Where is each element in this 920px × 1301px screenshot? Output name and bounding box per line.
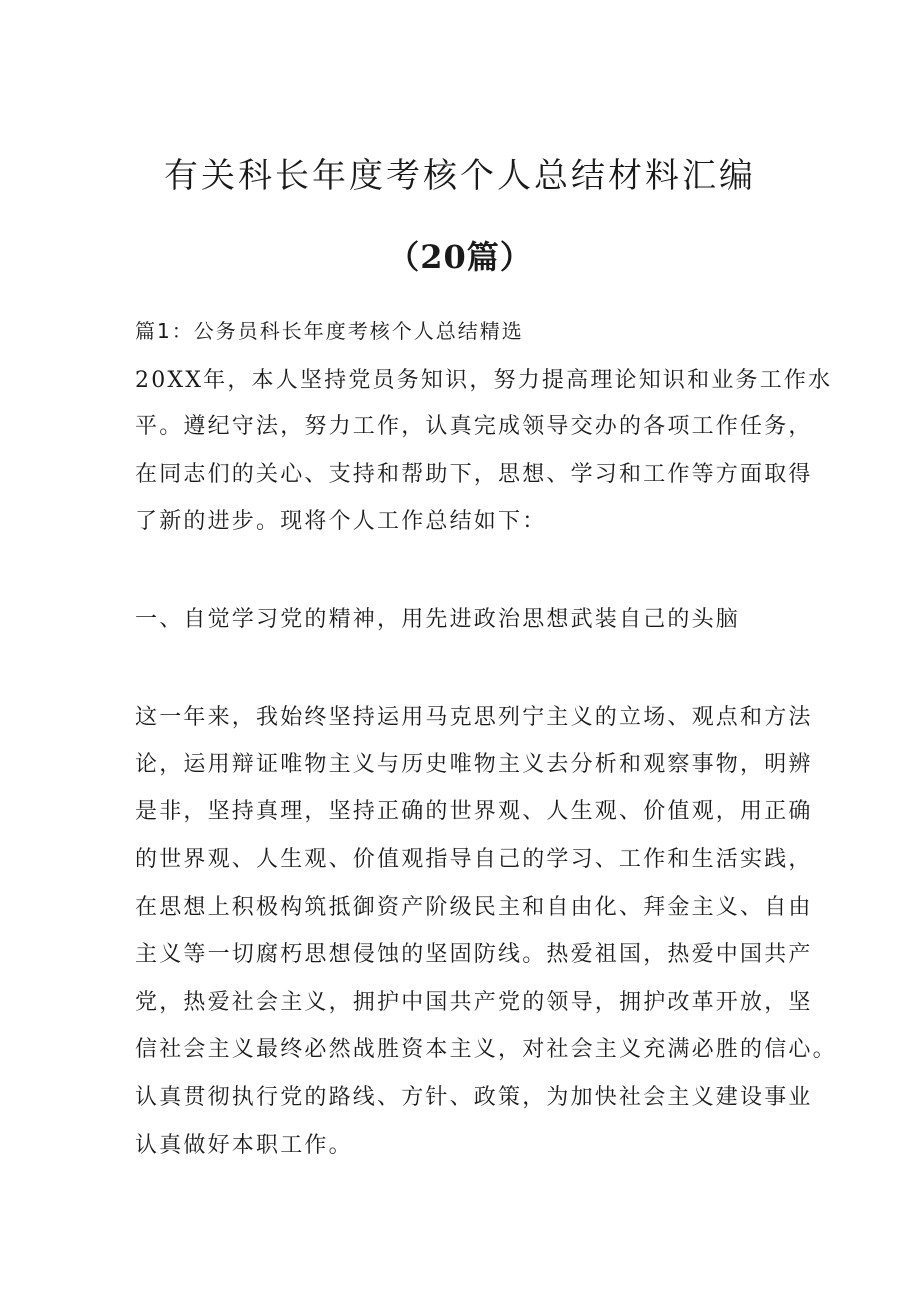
body-line: 论，运用辩证唯物主义与历史唯物主义去分析和观察事物，明辨 <box>135 752 813 777</box>
body-line: 是非，坚持真理，坚持正确的世界观、人生观、价值观，用正确 <box>135 799 813 824</box>
body-line: 主义等一切腐朽思想侵蚀的坚固防线。热爱祖国，热爱中国共产 <box>135 942 813 967</box>
body-line: 信社会主义最终必然战胜资本主义，对社会主义充满必胜的信心。 <box>135 1037 837 1062</box>
document-subtitle: （20篇） <box>387 238 533 276</box>
chapter-heading: 篇1：公务员科长年度考核个人总结精选 <box>135 319 524 343</box>
intro-line: 20XX年，本人坚持党员务知识，努力提高理论知识和业务工作水 <box>135 368 833 393</box>
body-line: 的世界观、人生观、价值观指导自己的学习、工作和生活实践， <box>135 847 813 872</box>
body-line: 认真做好本职工作。 <box>135 1133 353 1158</box>
intro-line: 平。遵纪守法，努力工作，认真完成领导交办的各项工作任务， <box>135 414 813 439</box>
body-line: 在思想上积极构筑抵御资产阶级民主和自由化、拜金主义、自由 <box>135 895 813 920</box>
body-line: 认真贯彻执行党的路线、方针、政策，为加快社会主义建设事业 <box>135 1085 813 1110</box>
intro-line: 了新的进步。现将个人工作总结如下： <box>135 509 547 534</box>
intro-line: 在同志们的关心、支持和帮助下，思想、学习和工作等方面取得 <box>135 462 813 487</box>
document-title: 有关科长年度考核个人总结材料汇编 <box>164 156 756 196</box>
body-line: 这一年来，我始终坚持运用马克思列宁主义的立场、观点和方法 <box>135 705 813 730</box>
body-line: 党，热爱社会主义，拥护中国共产党的领导，拥护改革开放，坚 <box>135 990 813 1015</box>
section-heading: 一、自觉学习党的精神，用先进政治思想武装自己的头脑 <box>135 607 741 632</box>
